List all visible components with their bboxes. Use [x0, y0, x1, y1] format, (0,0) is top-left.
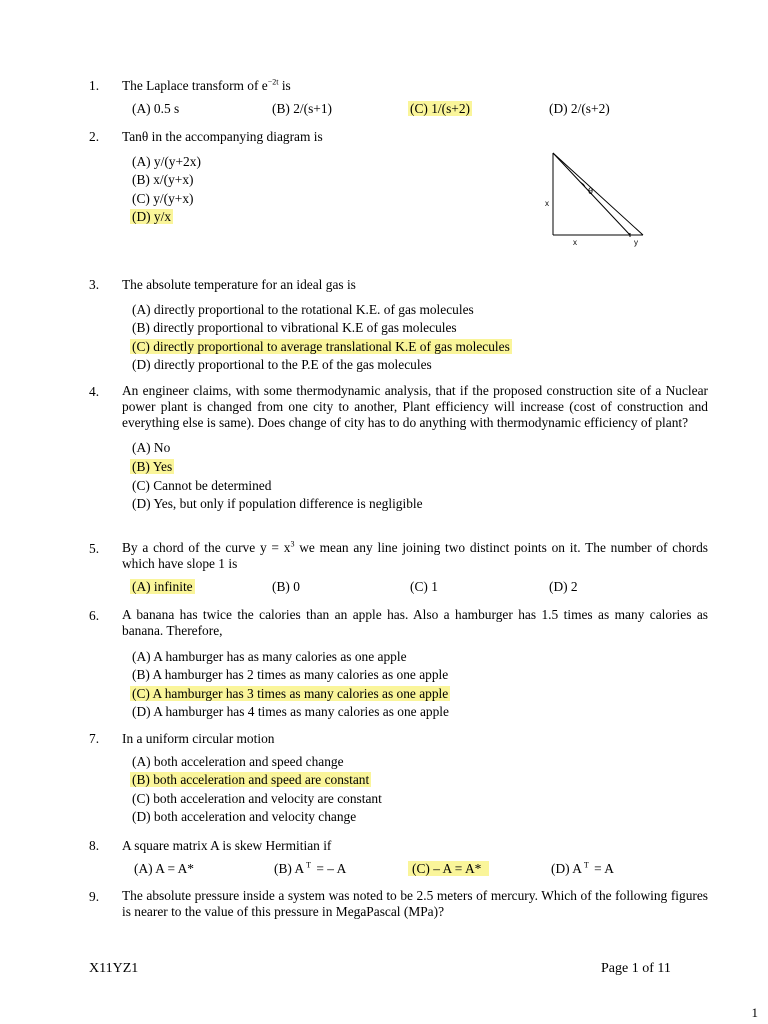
- question-1: [89, 77, 708, 118]
- option-b: (B) x/(y+x): [132, 172, 194, 188]
- question-3: [89, 276, 708, 375]
- option-d: (D) A $^T$ = A: [551, 860, 614, 876]
- question-stem: In a uniform circular motion: [122, 731, 275, 746]
- question-number: 5.: [89, 541, 100, 556]
- question-4: [89, 383, 708, 514]
- option-c: (C) 1: [410, 578, 438, 594]
- question-stem: An engineer claims, with some thermodynamic analysis, that if the proposed construction site of a Nuclear power plant is changed from one city to another, Plant efficiency will increase (cost of construction and everything else is same). Does change of city has to do anything with thermodynamic efficiency of plant?: [122, 383, 708, 430]
- option-b: (B) Yes: [132, 458, 173, 474]
- question-9: [89, 888, 708, 920]
- option-d: (D) directly proportional to the P.E of the gas molecules: [132, 357, 432, 373]
- option-b: (B) 2/(s+1): [272, 100, 332, 116]
- question-number: 9.: [89, 889, 100, 904]
- option-b: (B) A $^T$ = – A: [274, 860, 347, 876]
- question-stem: Tanθ in the accompanying diagram is: [122, 129, 323, 144]
- option-a: (A) A hamburger has as many calories as one apple: [132, 648, 407, 664]
- footer-code: X11YZ1: [89, 961, 139, 976]
- triangle-diagram: [538, 148, 658, 248]
- option-c: (C) both acceleration and velocity are constant: [132, 790, 382, 806]
- question-number: 4.: [89, 384, 100, 399]
- theta-label: θ: [588, 186, 594, 196]
- option-c: (C) 1/(s+2): [410, 100, 470, 116]
- option-d: (D) y/x: [132, 209, 172, 225]
- option-d: (D) 2/(s+2): [549, 100, 610, 116]
- question-5: [89, 540, 708, 596]
- option-b: (B) 0: [272, 578, 300, 594]
- question-7: [89, 730, 708, 827]
- footer-page-label: Page 1 of 11: [601, 961, 671, 976]
- option-c: (C) – A = A*: [408, 860, 489, 878]
- option-a: (A) directly proportional to the rotational K.E. of gas molecules: [132, 301, 474, 317]
- base-y-label: y: [634, 238, 638, 247]
- option-b: (B) both acceleration and speed are constant: [132, 772, 370, 788]
- question-8: [89, 837, 708, 878]
- question-stem: The Laplace transform of $e^{-2t}$ is: [122, 77, 291, 93]
- option-c: (C) y/(y+x): [132, 190, 194, 206]
- question-stem: By a chord of the curve $y = x^3$ we mean any line joining two distinct points on it. The number of chords which have slope 1 is: [122, 539, 708, 571]
- option-d: (D) Yes, but only if population difference is negligible: [132, 496, 423, 512]
- question-number: 8.: [89, 838, 100, 853]
- option-d: (D) both acceleration and velocity change: [132, 809, 357, 825]
- option-c: (C) Cannot be determined: [132, 477, 272, 493]
- hypotenuse-outer: [553, 153, 643, 235]
- option-a: (A) 0.5 s: [132, 100, 180, 116]
- question-number: 2.: [89, 129, 100, 144]
- question-stem: The absolute pressure inside a system was noted to be 2.5 meters of mercury. Which of the following figures is nearer to the value of this pressure in MegaPascal (MPa)?: [122, 888, 708, 919]
- base-x-label: x: [573, 238, 577, 247]
- option-a: (A) infinite: [132, 578, 193, 594]
- question-6: [89, 607, 708, 722]
- option-b: (B) A hamburger has 2 times as many calories as one apple: [132, 667, 449, 683]
- option-c: (C) directly proportional to average translational K.E of gas molecules: [132, 338, 510, 354]
- option-a: (A) A = A*: [134, 860, 195, 876]
- side-x-label: x: [545, 199, 549, 208]
- option-b: (B) directly proportional to vibrational K.E of gas molecules: [132, 320, 457, 336]
- question-number: 7.: [89, 731, 100, 746]
- page-number: 1: [751, 1005, 758, 1020]
- option-c: (C) A hamburger has 3 times as many calories as one apple: [132, 685, 449, 701]
- question-number: 1.: [89, 78, 100, 93]
- question-stem: The absolute temperature for an ideal gas is: [122, 277, 356, 292]
- question-number: 6.: [89, 608, 100, 623]
- option-a: (A) y/(y+2x): [132, 153, 201, 169]
- option-a: (A) No: [132, 440, 171, 456]
- question-stem: A banana has twice the calories than an apple has. Also a hamburger has 1.5 times as many calories as banana. Therefore,: [122, 607, 708, 638]
- option-a: (A) both acceleration and speed change: [132, 753, 344, 769]
- option-d: (D) A hamburger has 4 times as many calories as one apple: [132, 704, 449, 720]
- question-stem: A square matrix A is skew Hermitian if: [122, 838, 332, 853]
- question-number: 3.: [89, 277, 100, 292]
- option-d: (D) 2: [549, 578, 578, 594]
